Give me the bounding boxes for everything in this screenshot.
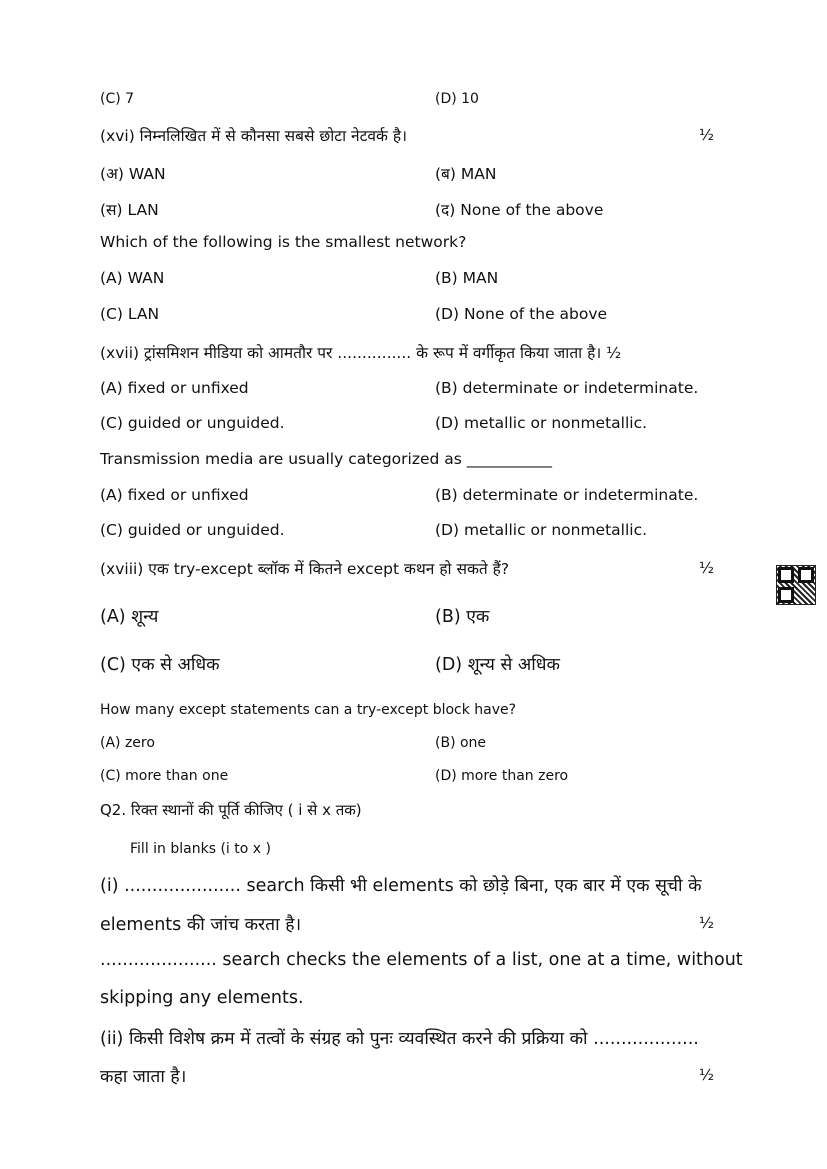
blank-item-i-english-cont: skipping any elements. [100,988,304,1008]
marks-label: ½ [699,559,715,577]
option-b-label: (B) determinate or indeterminate. [435,486,699,504]
question-xvii-english: Transmission media are usually categorized as ___________ [100,450,553,468]
option-a-label: (A) शून्य [100,607,159,627]
fill-in-blanks-subheading: Fill in blanks (i to x ) [130,841,271,857]
marks-label: ½ [699,1066,715,1084]
question-xvi-english: Which of the following is the smallest network? [100,233,467,251]
option-b-label: (B) determinate or indeterminate. [435,379,699,397]
option-c-label: (C) guided or unguided. [100,414,285,432]
question-xvii-hindi: (xvii) ट्रांसमिशन मीडिया को आमतौर पर ............... के रूप में वर्गीकृत किया जाता है। ½ [100,344,622,362]
blank-item-i-hindi: (i) ..................... search किसी भी elements को छोड़े बिना, एक बार में एक सूची के [100,876,702,896]
option-c-label: (C) 7 [100,91,135,107]
option-b-label: (B) MAN [435,269,499,287]
qr-code-icon [776,565,816,605]
option-d-label: (D) metallic or nonmetallic. [435,521,648,539]
option-c-label: (स) LAN [100,201,159,219]
option-c-label: (C) एक से अधिक [100,655,220,675]
option-b-label: (B) one [435,735,487,751]
blank-item-i-english: ..................... search checks the elements of a list, one at a time, without [100,950,743,970]
option-d-label: (D) more than zero [435,768,569,784]
option-a-label: (A) zero [100,735,155,751]
option-b-label: (B) एक [435,607,490,627]
option-a-label: (A) fixed or unfixed [100,379,249,397]
question-xviii-english: How many except statements can a try-except block have? [100,702,517,718]
option-c-label: (C) guided or unguided. [100,521,285,539]
option-c-label: (C) LAN [100,305,160,323]
option-b-label: (ब) MAN [435,165,497,183]
blank-item-ii-hindi-cont: कहा जाता है। [100,1067,187,1087]
blank-item-i-hindi-cont: elements की जांच करता है। [100,915,302,935]
option-d-label: (D) metallic or nonmetallic. [435,414,648,432]
option-d-label: (D) None of the above [435,305,608,323]
question-xvi-hindi: (xvi) निम्नलिखित में से कौनसा सबसे छोटा नेटवर्क है। [100,127,407,145]
section-q2-heading: Q2. रिक्त स्थानों की पूर्ति कीजिए ( i से x तक) [100,801,362,819]
option-d-label: (D) शून्य से अधिक [435,655,560,675]
marks-label: ½ [699,914,715,932]
question-xviii-hindi: (xviii) एक try-except ब्लॉक में कितने except कथन हो सकते हैं? [100,560,510,578]
option-a-label: (अ) WAN [100,165,166,183]
option-d-label: (द) None of the above [435,201,604,219]
option-c-label: (C) more than one [100,768,229,784]
option-a-label: (A) fixed or unfixed [100,486,249,504]
blank-item-ii-hindi: (ii) किसी विशेष क्रम में तत्वों के संग्रह को पुनः व्यवस्थित करने की प्रक्रिया को ................... [100,1029,699,1049]
option-a-label: (A) WAN [100,269,165,287]
marks-label: ½ [699,126,715,144]
option-d-label: (D) 10 [435,91,479,107]
